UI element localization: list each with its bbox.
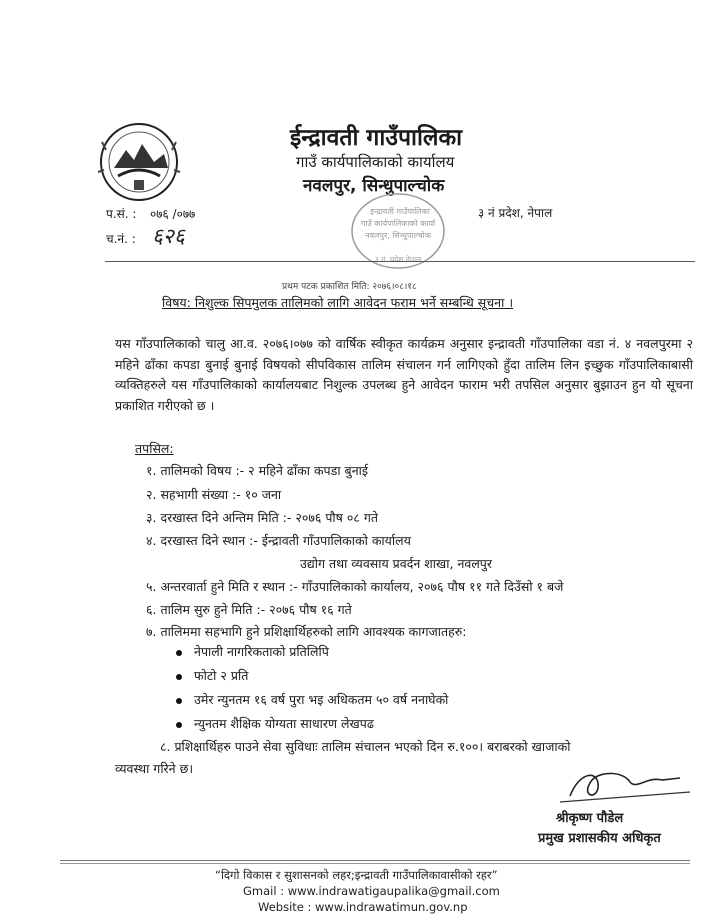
municipality-emblem xyxy=(96,120,182,202)
item-4-continued: उद्योग तथा व्यवसाय प्रवर्दन शाखा, नवलपुर xyxy=(300,556,493,571)
stamp-line2: गाउँ कार्यपालिकाको कार्या xyxy=(360,219,436,228)
footer-gmail: Gmail : www.indrawatigaupalika@gmail.com xyxy=(243,884,500,898)
office-name: ईन्द्रावती गाउँपालिका xyxy=(290,125,463,151)
stamp-line4: ३ नं. प्रदेश नेपाल xyxy=(374,255,422,264)
item-4: ४. दरखास्त दिने स्थान :- ईन्द्रावती गाँउपालिकाको कार्यालय xyxy=(146,533,411,548)
ps-value: ०७६ /०७७ xyxy=(150,207,196,221)
ps-label: प.सं. : xyxy=(106,207,137,221)
item-8-continued: व्यवस्था गरिने छ। xyxy=(115,761,194,776)
tapasil-heading: तपसिल: xyxy=(135,441,174,456)
footer-divider xyxy=(60,860,690,861)
doc-3: उमेर न्युनतम १६ वर्ष पुरा भइ अधिकतम ५० वर्ष ननाघेको xyxy=(194,692,449,707)
office-stamp xyxy=(348,190,448,272)
cn-value-handwritten: ६२६ xyxy=(152,224,185,248)
province: ३ नं प्रदेश, नेपाल xyxy=(478,206,553,220)
item-3: ३. दरखास्त दिने अन्तिम मिति :- २०७६ पौष ०८ गते xyxy=(146,510,379,525)
item-8: ८. प्रशिक्षार्थिहरु पाउने सेवा सुविधाः तालिम संचालन भएको दिन रु.१००। बराबरको खाजाको xyxy=(160,739,571,754)
office-address: नवलपुर, सिन्धुपाल्चोक xyxy=(303,176,445,196)
cn-label: च.नं. : xyxy=(106,232,136,246)
item-6: ६. तालिम सुरु हुने मिति :- २०७६ पौष १६ गते xyxy=(146,602,352,617)
doc-2: फोटो २ प्रति xyxy=(194,668,249,683)
item-2: २. सहभागी संख्या :- १० जना xyxy=(146,487,282,502)
header-divider xyxy=(105,261,695,262)
item-1: १. तालिमको विषय :- २ महिने ढाँका कपडा बुनाई xyxy=(146,463,369,478)
subject-line: विषय: निशुल्क सिपमुलक तालिमको लागि आवेदन फराम भर्ने सम्बन्धि सूचना । xyxy=(162,295,514,310)
bullet-icon xyxy=(176,674,182,680)
doc-list-item xyxy=(176,667,248,684)
office-subtitle: गाउँ कार्यपालिकाको कार्यालय xyxy=(296,153,455,171)
item-5: ५. अन्तरवार्ता हुने मिति र स्थान :- गाँउपालिकाको कार्यालय, २०७६ पौष ११ गते दिउँसो १ बजे xyxy=(146,579,564,594)
bullet-icon xyxy=(176,698,182,704)
body-paragraph: यस गाँउपालिकाको चालु आ.व. २०७६।०७७ को वार्षिक स्वीकृत कार्यक्रम अनुसार इन्द्रावती गाँउपालिका वडा नं. ४ नवलपुरमा २ महिने ढाँका कपडा बुनाई बुनाई विषयको सीपविकास तालिम संचालन गर्न लागिएको हुँदा तालिम लिन इच्छुक गाँउपालिकाबासी व्यक्तिहरुले यस गाँउपालिकाको कार्यालयबाट निशुल्क उपलब्ध हुने आवेदन फाराम भरी तपसिल अनुसार बुझाउन हुन यो सूचना प्रकाशित गरीएको छ । xyxy=(115,336,693,413)
footer-slogan: “दिगो विकास र सुशासनको लहर;इन्द्रावती गाउँपालिकावासीको रहर” xyxy=(215,868,498,882)
bullet-icon xyxy=(176,722,182,728)
doc-4: न्युनतम शैक्षिक योग्यता साधारण लेखपढ xyxy=(194,716,374,731)
stamp-line3: नवलपुर, सिन्धुपाल्चोक xyxy=(365,231,431,240)
item-7: ७. तालिममा सहभागि हुने प्रशिक्षार्थिहरुको लागि आवश्यक कागजातहरु: xyxy=(146,624,467,639)
doc-list-item xyxy=(176,643,329,660)
footer-website: Website : www.indrawatimun.gov.np xyxy=(258,900,468,914)
doc-list-item xyxy=(176,691,448,708)
footer-divider xyxy=(60,863,690,864)
signatory-name: श्रीकृष्ण पौडेल xyxy=(556,811,624,826)
stamp-line1: इन्द्रावती गाउँपालिका xyxy=(370,207,430,216)
bullet-icon xyxy=(176,650,182,656)
signatory-designation: प्रमुख प्रशासकीय अधिकृत xyxy=(538,831,661,846)
doc-1: नेपाली नागरिकताको प्रतिलिपि xyxy=(194,644,329,659)
publish-date: प्रथम पटक प्रकाशित मिति: २०७६।०८।१८ xyxy=(282,282,417,292)
doc-list-item xyxy=(176,715,374,732)
